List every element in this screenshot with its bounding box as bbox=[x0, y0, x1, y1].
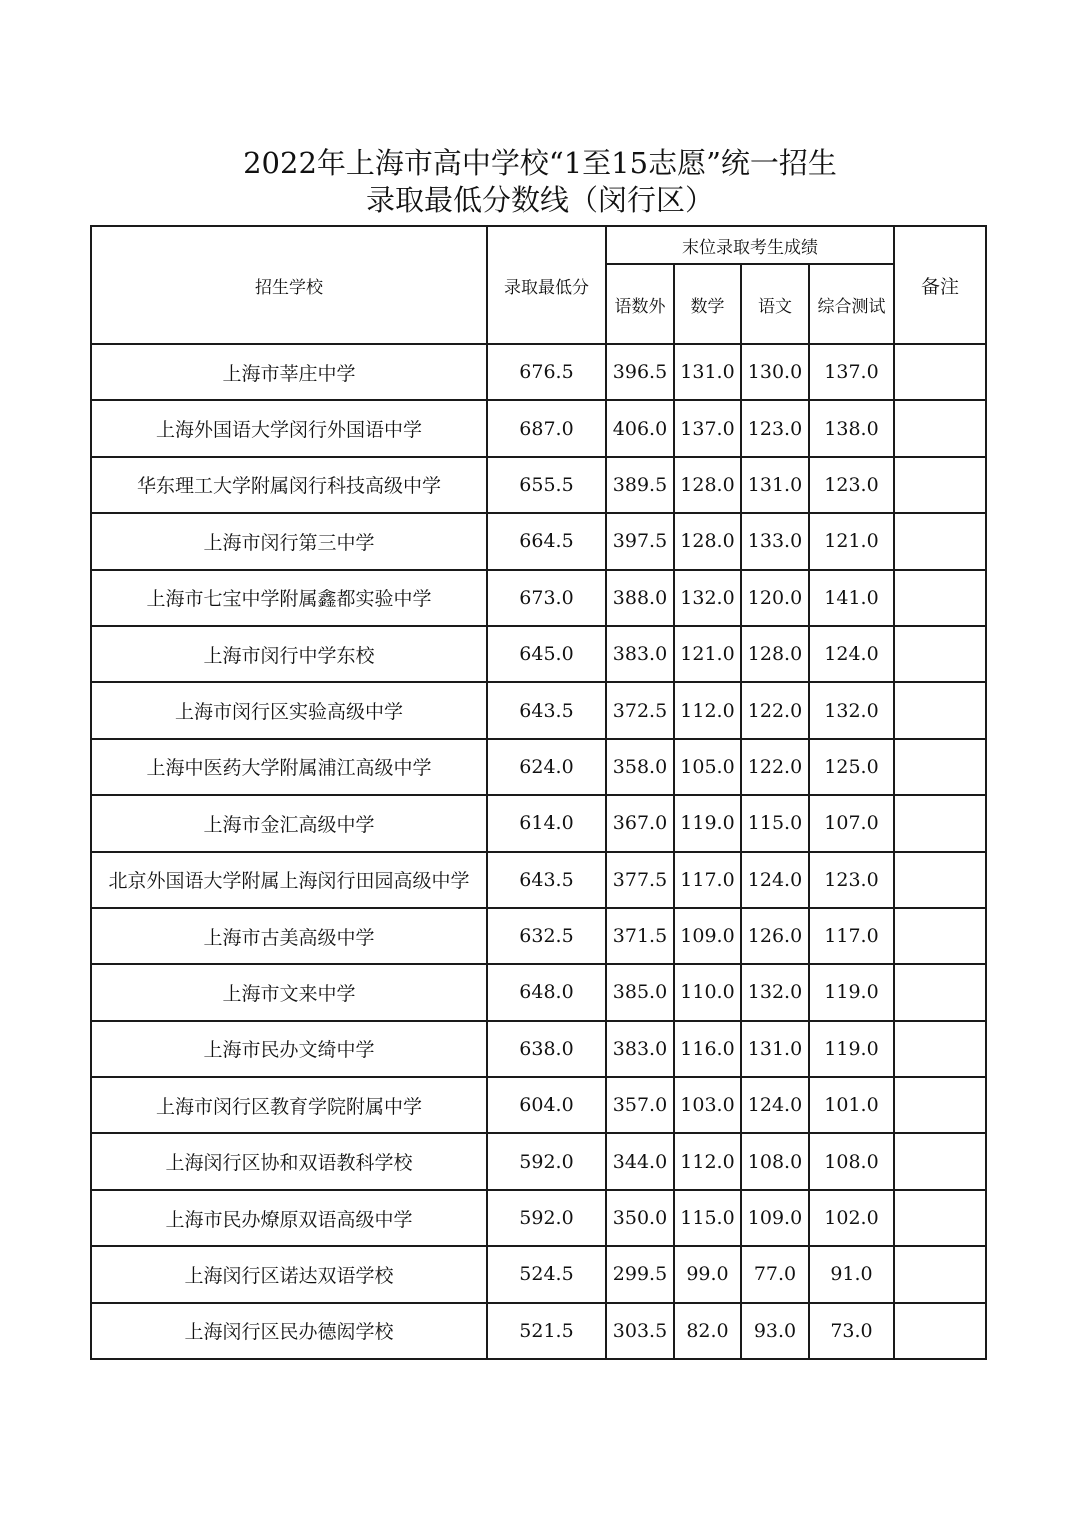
cell-yushuwai: 377.5 bbox=[606, 852, 674, 908]
cell-school: 上海市文来中学 bbox=[91, 964, 487, 1020]
cell-yushuwai: 385.0 bbox=[606, 964, 674, 1020]
cell-yushuwai: 358.0 bbox=[606, 739, 674, 795]
cell-yushuwai: 397.5 bbox=[606, 513, 674, 569]
cell-chinese: 115.0 bbox=[741, 795, 809, 851]
cell-comprehensive: 141.0 bbox=[809, 570, 894, 626]
cell-school: 上海市古美高级中学 bbox=[91, 908, 487, 964]
cell-min-score: 624.0 bbox=[487, 739, 606, 795]
cell-min-score: 648.0 bbox=[487, 964, 606, 1020]
cell-min-score: 655.5 bbox=[487, 457, 606, 513]
cell-chinese: 133.0 bbox=[741, 513, 809, 569]
cell-math: 121.0 bbox=[674, 626, 741, 682]
cell-yushuwai: 383.0 bbox=[606, 1021, 674, 1077]
cell-comprehensive: 125.0 bbox=[809, 739, 894, 795]
cell-yushuwai: 367.0 bbox=[606, 795, 674, 851]
document-title-line2: 录取最低分数线（闵行区） bbox=[365, 183, 714, 217]
table-row bbox=[91, 400, 986, 456]
cell-school: 上海市闵行第三中学 bbox=[91, 513, 487, 569]
cell-min-score: 614.0 bbox=[487, 795, 606, 851]
cell-min-score: 638.0 bbox=[487, 1021, 606, 1077]
cell-chinese: 131.0 bbox=[741, 1021, 809, 1077]
cell-school: 上海闵行区协和双语教科学校 bbox=[91, 1133, 487, 1189]
cell-math: 110.0 bbox=[674, 964, 741, 1020]
cell-yushuwai: 406.0 bbox=[606, 400, 674, 456]
cell-min-score: 676.5 bbox=[487, 344, 606, 400]
cell-school: 上海市闵行区实验高级中学 bbox=[91, 682, 487, 738]
header-school: 招生学校 bbox=[91, 226, 487, 344]
cell-math: 116.0 bbox=[674, 1021, 741, 1077]
cell-remarks bbox=[894, 1190, 986, 1246]
cell-yushuwai: 357.0 bbox=[606, 1077, 674, 1133]
cell-math: 117.0 bbox=[674, 852, 741, 908]
cell-chinese: 124.0 bbox=[741, 1077, 809, 1133]
cell-remarks bbox=[894, 513, 986, 569]
cell-remarks bbox=[894, 682, 986, 738]
cell-min-score: 643.5 bbox=[487, 682, 606, 738]
cell-remarks bbox=[894, 457, 986, 513]
cell-chinese: 77.0 bbox=[741, 1246, 809, 1302]
cell-math: 105.0 bbox=[674, 739, 741, 795]
cell-chinese: 122.0 bbox=[741, 739, 809, 795]
table-row bbox=[91, 739, 986, 795]
table-row bbox=[91, 626, 986, 682]
cell-school: 上海市金汇高级中学 bbox=[91, 795, 487, 851]
cell-chinese: 124.0 bbox=[741, 852, 809, 908]
cell-school: 上海市民办文绮中学 bbox=[91, 1021, 487, 1077]
cell-remarks bbox=[894, 1246, 986, 1302]
cell-school: 上海市闵行区教育学院附属中学 bbox=[91, 1077, 487, 1133]
cell-remarks bbox=[894, 1077, 986, 1133]
cell-comprehensive: 119.0 bbox=[809, 964, 894, 1020]
cell-comprehensive: 107.0 bbox=[809, 795, 894, 851]
cell-yushuwai: 383.0 bbox=[606, 626, 674, 682]
cell-min-score: 521.5 bbox=[487, 1303, 606, 1359]
table-row bbox=[91, 682, 986, 738]
cell-chinese: 109.0 bbox=[741, 1190, 809, 1246]
cell-min-score: 592.0 bbox=[487, 1133, 606, 1189]
cell-math: 119.0 bbox=[674, 795, 741, 851]
cell-school: 上海外国语大学闵行外国语中学 bbox=[91, 400, 487, 456]
cell-math: 128.0 bbox=[674, 457, 741, 513]
cell-remarks bbox=[894, 1303, 986, 1359]
cell-comprehensive: 137.0 bbox=[809, 344, 894, 400]
table-row bbox=[91, 457, 986, 513]
cell-chinese: 132.0 bbox=[741, 964, 809, 1020]
cell-yushuwai: 350.0 bbox=[606, 1190, 674, 1246]
cell-min-score: 643.5 bbox=[487, 852, 606, 908]
table-row bbox=[91, 1133, 986, 1189]
header-yushuwai: 语数外 bbox=[606, 264, 674, 344]
cell-yushuwai: 396.5 bbox=[606, 344, 674, 400]
cell-math: 82.0 bbox=[674, 1303, 741, 1359]
table-row bbox=[91, 852, 986, 908]
cell-school: 上海市闵行中学东校 bbox=[91, 626, 487, 682]
cell-school: 上海中医药大学附属浦江高级中学 bbox=[91, 739, 487, 795]
cell-comprehensive: 132.0 bbox=[809, 682, 894, 738]
admission-score-table bbox=[90, 225, 987, 1360]
table-row bbox=[91, 964, 986, 1020]
cell-yushuwai: 388.0 bbox=[606, 570, 674, 626]
cell-min-score: 687.0 bbox=[487, 400, 606, 456]
table-row bbox=[91, 1077, 986, 1133]
cell-chinese: 130.0 bbox=[741, 344, 809, 400]
table-row bbox=[91, 908, 986, 964]
cell-school: 上海市民办燎原双语高级中学 bbox=[91, 1190, 487, 1246]
cell-min-score: 524.5 bbox=[487, 1246, 606, 1302]
header-math: 数学 bbox=[674, 264, 741, 344]
cell-math: 109.0 bbox=[674, 908, 741, 964]
cell-math: 103.0 bbox=[674, 1077, 741, 1133]
cell-school: 北京外国语大学附属上海闵行田园高级中学 bbox=[91, 852, 487, 908]
cell-comprehensive: 119.0 bbox=[809, 1021, 894, 1077]
cell-remarks bbox=[894, 795, 986, 851]
cell-remarks bbox=[894, 852, 986, 908]
cell-remarks bbox=[894, 908, 986, 964]
cell-math: 99.0 bbox=[674, 1246, 741, 1302]
cell-yushuwai: 389.5 bbox=[606, 457, 674, 513]
cell-math: 115.0 bbox=[674, 1190, 741, 1246]
cell-min-score: 592.0 bbox=[487, 1190, 606, 1246]
cell-comprehensive: 101.0 bbox=[809, 1077, 894, 1133]
cell-comprehensive: 138.0 bbox=[809, 400, 894, 456]
cell-chinese: 93.0 bbox=[741, 1303, 809, 1359]
header-comprehensive: 综合测试 bbox=[809, 264, 894, 344]
cell-chinese: 131.0 bbox=[741, 457, 809, 513]
cell-chinese: 126.0 bbox=[741, 908, 809, 964]
cell-school: 上海闵行区民办德闳学校 bbox=[91, 1303, 487, 1359]
cell-chinese: 120.0 bbox=[741, 570, 809, 626]
table-row bbox=[91, 1021, 986, 1077]
table-row bbox=[91, 344, 986, 400]
table-row bbox=[91, 1303, 986, 1359]
table-row bbox=[91, 1190, 986, 1246]
cell-math: 137.0 bbox=[674, 400, 741, 456]
cell-remarks bbox=[894, 1133, 986, 1189]
cell-chinese: 122.0 bbox=[741, 682, 809, 738]
cell-yushuwai: 299.5 bbox=[606, 1246, 674, 1302]
cell-comprehensive: 123.0 bbox=[809, 457, 894, 513]
cell-remarks bbox=[894, 570, 986, 626]
cell-math: 132.0 bbox=[674, 570, 741, 626]
cell-comprehensive: 121.0 bbox=[809, 513, 894, 569]
document-title-line1: 2022年上海市高中学校“1至15志愿”统一招生 bbox=[243, 146, 837, 180]
cell-remarks bbox=[894, 400, 986, 456]
cell-school: 上海闵行区诺达双语学校 bbox=[91, 1246, 487, 1302]
header-remarks: 备注 bbox=[894, 226, 986, 344]
cell-school: 上海市七宝中学附属鑫都实验中学 bbox=[91, 570, 487, 626]
table-row bbox=[91, 795, 986, 851]
table-body bbox=[91, 344, 986, 1359]
header-min-score: 录取最低分 bbox=[487, 226, 606, 344]
header-chinese: 语文 bbox=[741, 264, 809, 344]
cell-min-score: 645.0 bbox=[487, 626, 606, 682]
cell-remarks bbox=[894, 739, 986, 795]
cell-comprehensive: 91.0 bbox=[809, 1246, 894, 1302]
cell-min-score: 604.0 bbox=[487, 1077, 606, 1133]
cell-remarks bbox=[894, 1021, 986, 1077]
table-row bbox=[91, 513, 986, 569]
cell-min-score: 673.0 bbox=[487, 570, 606, 626]
cell-school: 上海市莘庄中学 bbox=[91, 344, 487, 400]
cell-yushuwai: 372.5 bbox=[606, 682, 674, 738]
cell-remarks bbox=[894, 626, 986, 682]
cell-remarks bbox=[894, 964, 986, 1020]
cell-min-score: 664.5 bbox=[487, 513, 606, 569]
cell-yushuwai: 371.5 bbox=[606, 908, 674, 964]
cell-chinese: 123.0 bbox=[741, 400, 809, 456]
cell-math: 131.0 bbox=[674, 344, 741, 400]
cell-comprehensive: 108.0 bbox=[809, 1133, 894, 1189]
cell-chinese: 108.0 bbox=[741, 1133, 809, 1189]
cell-yushuwai: 303.5 bbox=[606, 1303, 674, 1359]
cell-school: 华东理工大学附属闵行科技高级中学 bbox=[91, 457, 487, 513]
cell-math: 112.0 bbox=[674, 682, 741, 738]
table-row bbox=[91, 1246, 986, 1302]
cell-min-score: 632.5 bbox=[487, 908, 606, 964]
cell-chinese: 128.0 bbox=[741, 626, 809, 682]
header-last-student-scores: 末位录取考生成绩 bbox=[606, 226, 894, 264]
table-row bbox=[91, 570, 986, 626]
cell-yushuwai: 344.0 bbox=[606, 1133, 674, 1189]
cell-math: 128.0 bbox=[674, 513, 741, 569]
cell-comprehensive: 117.0 bbox=[809, 908, 894, 964]
cell-comprehensive: 102.0 bbox=[809, 1190, 894, 1246]
cell-comprehensive: 123.0 bbox=[809, 852, 894, 908]
cell-remarks bbox=[894, 344, 986, 400]
cell-comprehensive: 73.0 bbox=[809, 1303, 894, 1359]
cell-comprehensive: 124.0 bbox=[809, 626, 894, 682]
cell-math: 112.0 bbox=[674, 1133, 741, 1189]
